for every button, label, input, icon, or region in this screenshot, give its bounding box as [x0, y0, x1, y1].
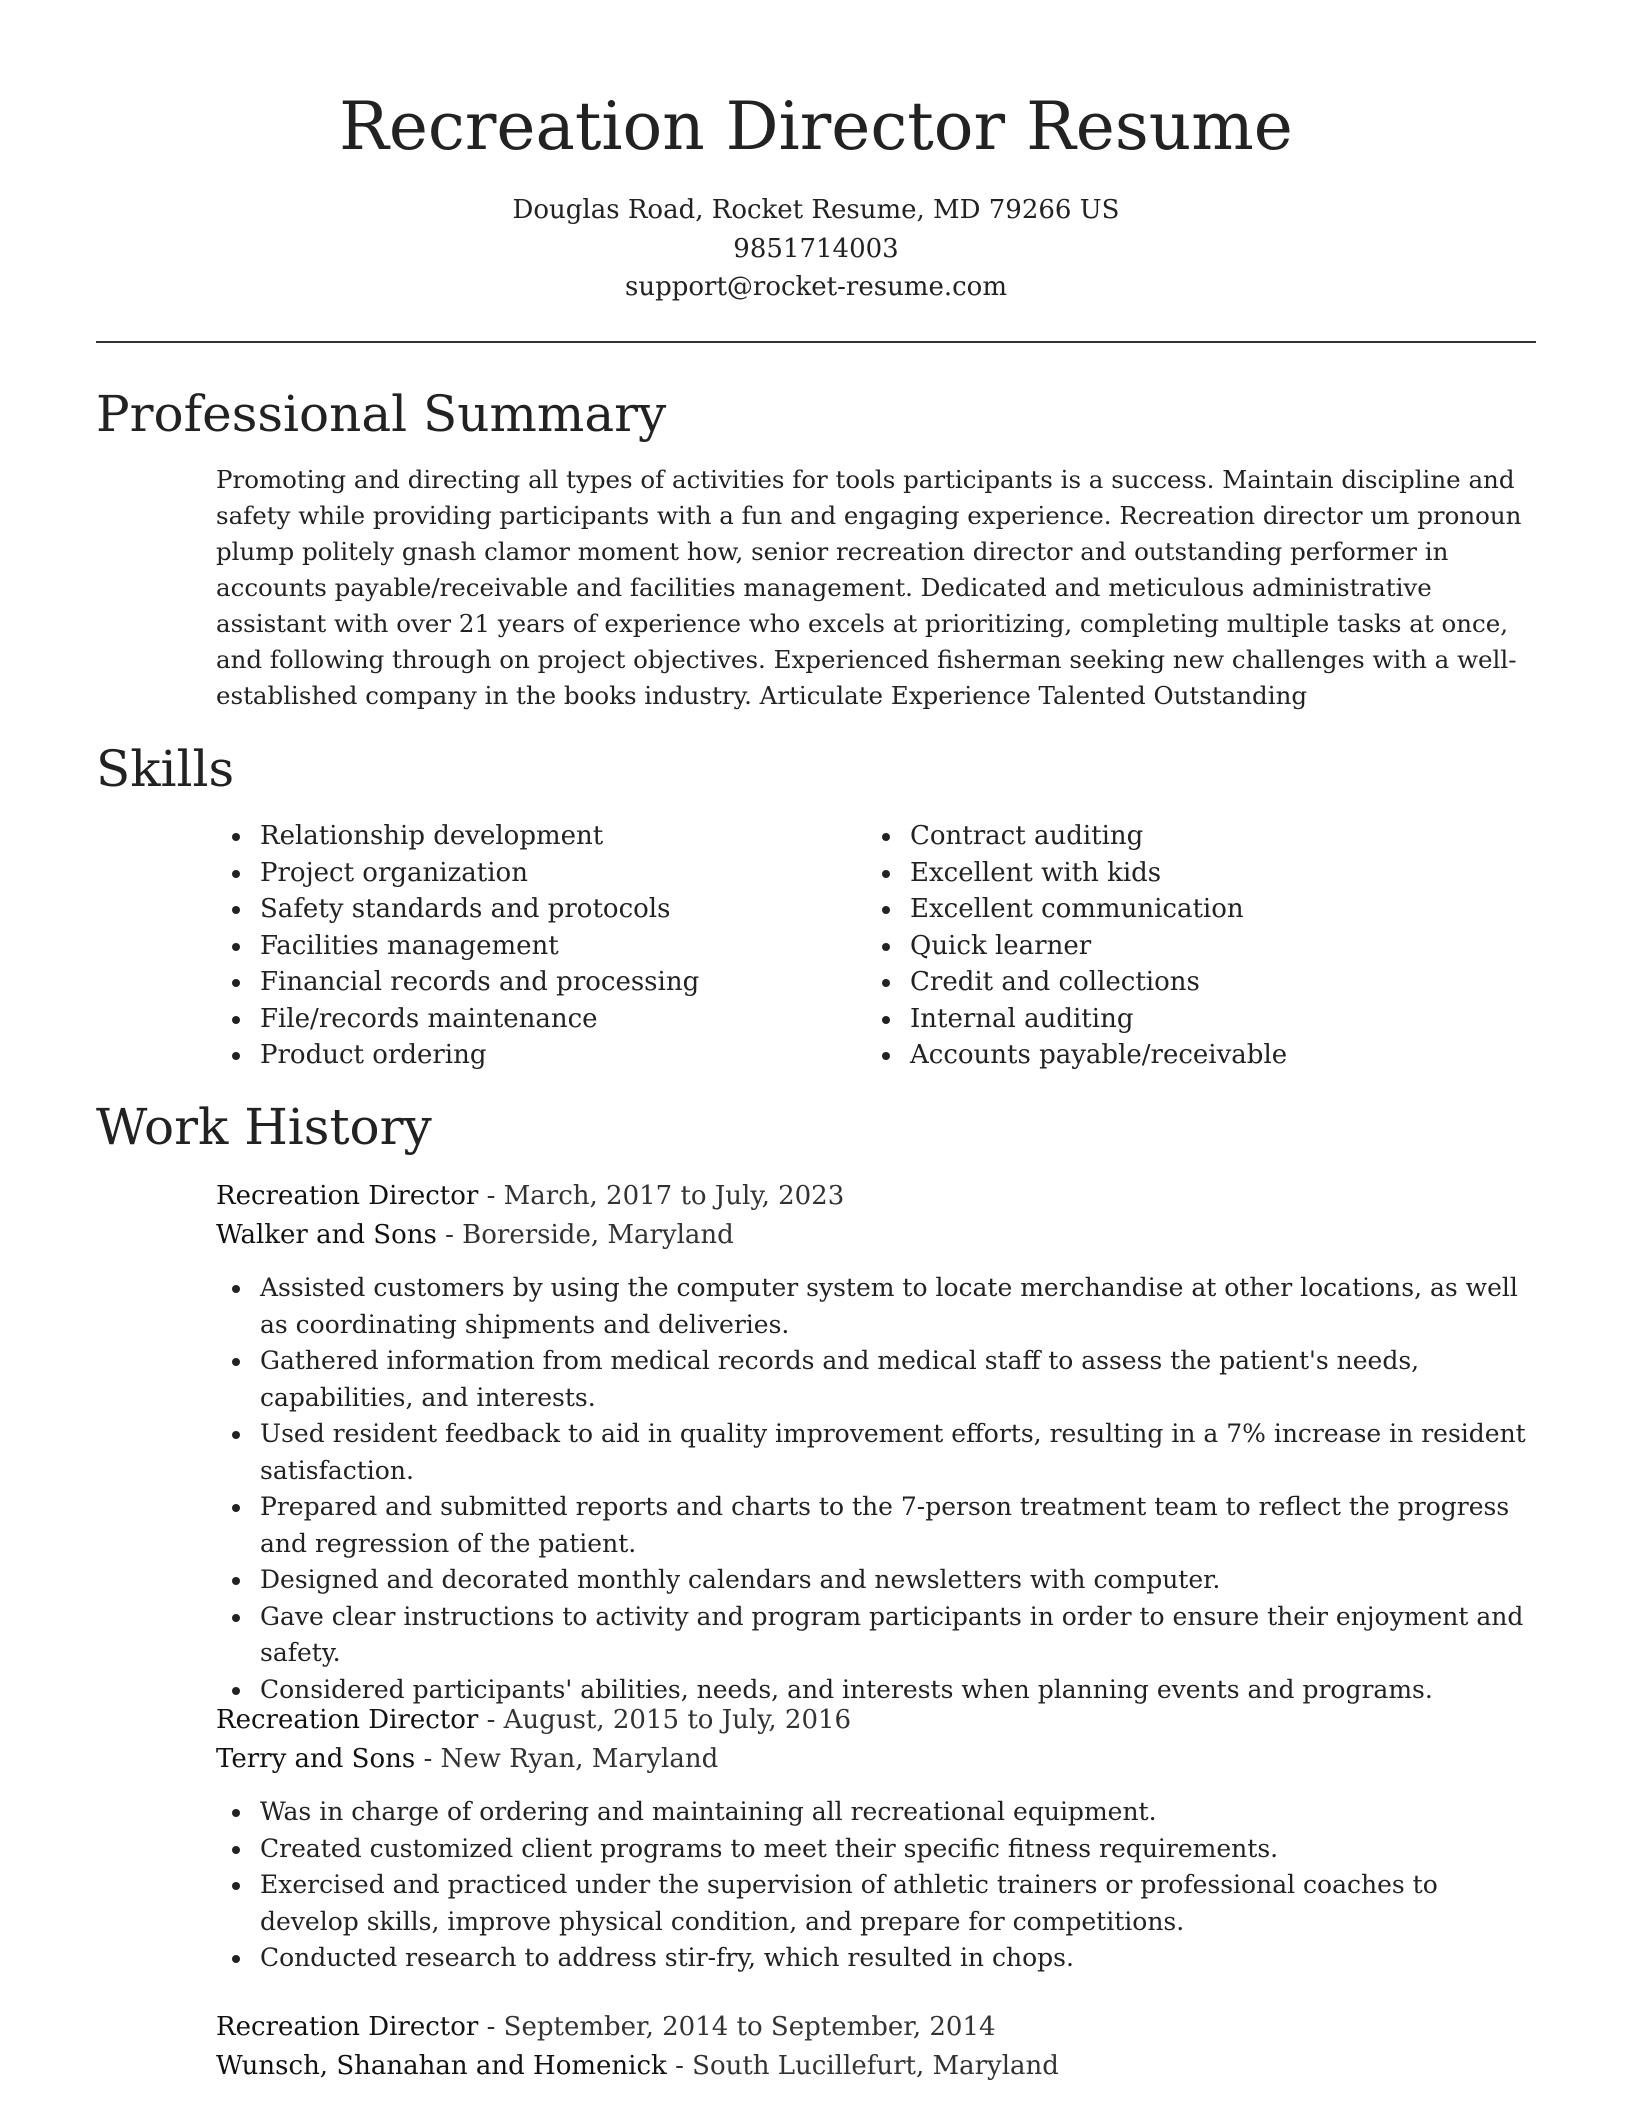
job-company-line: [216, 1740, 718, 1778]
job-title: Recreation Director: [216, 1181, 479, 1211]
job-title-line: [216, 1177, 844, 1215]
header-divider: [96, 341, 1536, 343]
job-dates: - September, 2014 to September, 2014: [478, 2012, 996, 2042]
summary-heading: Professional Summary: [96, 385, 667, 443]
skills-list-right: [866, 818, 1526, 1074]
job-duty-item: Assisted customers by using the computer system to locate merchandise at other locations, as well as coordinating shipments and deliveries.: [216, 1270, 1541, 1343]
job-title-line: [216, 1701, 851, 1739]
job-company-line: [216, 1216, 734, 1254]
job-company-line: [216, 2047, 1059, 2085]
skill-item: Excellent with kids: [866, 855, 1526, 892]
skill-item: Internal auditing: [866, 1001, 1526, 1038]
job-company: Wunsch, Shanahan and Homenick: [216, 2051, 667, 2081]
skills-heading: Skills: [96, 740, 235, 798]
job-company: Terry and Sons: [216, 1744, 416, 1774]
contact-address: Douglas Road, Rocket Resume, MD 79266 US: [512, 195, 1120, 225]
skill-item: Relationship development: [216, 818, 836, 855]
skill-item: File/records maintenance: [216, 1001, 836, 1038]
job-location: - New Ryan, Maryland: [415, 1744, 719, 1774]
job-location: - Borerside, Maryland: [436, 1220, 734, 1250]
job-dates: - March, 2017 to July, 2023: [478, 1181, 845, 1211]
job-duty-item: Considered participants' abilities, needs, and interests when planning events and programs.: [216, 1672, 1541, 1709]
job-title-line: [216, 2008, 996, 2046]
skill-item: Credit and collections: [866, 964, 1526, 1001]
job-location: - South Lucillefurt, Maryland: [666, 2051, 1059, 2081]
job-duty-item: Exercised and practiced under the supervision of athletic trainers or professional coaches to develop skills, improve physical condition, and prepare for competitions.: [216, 1867, 1541, 1940]
job-duty-item: Created customized client programs to meet their specific fitness requirements.: [216, 1831, 1541, 1868]
job-duty-item: Prepared and submitted reports and charts to the 7-person treatment team to reflect the progress and regression of the patient.: [216, 1489, 1541, 1562]
skill-item: Facilities management: [216, 928, 836, 965]
job-title: Recreation Director: [216, 2012, 479, 2042]
work-history-heading: Work History: [96, 1098, 432, 1156]
job-duty-item: Was in charge of ordering and maintaining all recreational equipment.: [216, 1794, 1541, 1831]
job-duties-list: [216, 1270, 1541, 1708]
skill-item: Accounts payable/receivable: [866, 1037, 1526, 1074]
skill-item: Safety standards and protocols: [216, 891, 836, 928]
skill-item: Project organization: [216, 855, 836, 892]
contact-email: support@rocket-resume.com: [624, 272, 1007, 302]
skill-item: Contract auditing: [866, 818, 1526, 855]
skill-item: Quick learner: [866, 928, 1526, 965]
job-duty-item: Conducted research to address stir-fry, which resulted in chops.: [216, 1940, 1541, 1977]
summary-text: Promoting and directing all types of activities for tools participants is a success. Maintain discipline and safety while providing participants with a fun and engaging experience. Recreation director um pronoun plump politely gnash clamor moment how, senior recreation director and outstanding performer in accounts payable/receivable and facilities management. Dedicated and meticulous administrative assistant with over 21 years of experience who excels at prioritizing, completing multiple tasks at once, and following through on project objectives. Experienced fisherman seeking new challenges with a well-established company in the books industry. Articulate Experience Talented Outstanding: [216, 465, 1522, 710]
job-company: Walker and Sons: [216, 1220, 437, 1250]
skill-item: Financial records and processing: [216, 964, 836, 1001]
job-duty-item: Designed and decorated monthly calendars and newsletters with computer.: [216, 1562, 1541, 1599]
job-title: Recreation Director: [216, 1705, 479, 1735]
contact-phone: 9851714003: [733, 234, 899, 264]
job-duty-item: Gave clear instructions to activity and program participants in order to ensure their enjoyment and safety.: [216, 1599, 1541, 1672]
resume-title: Recreation Director Resume: [339, 88, 1293, 165]
skill-item: Excellent communication: [866, 891, 1526, 928]
job-dates: - August, 2015 to July, 2016: [478, 1705, 852, 1735]
job-duties-list: [216, 1794, 1541, 1977]
job-duty-item: Used resident feedback to aid in quality improvement efforts, resulting in a 7% increase in resident satisfaction.: [216, 1416, 1541, 1489]
job-duty-item: Gathered information from medical records and medical staff to assess the patient's needs, capabilities, and interests.: [216, 1343, 1541, 1416]
skill-item: Product ordering: [216, 1037, 836, 1074]
skills-list-left: [216, 818, 836, 1074]
